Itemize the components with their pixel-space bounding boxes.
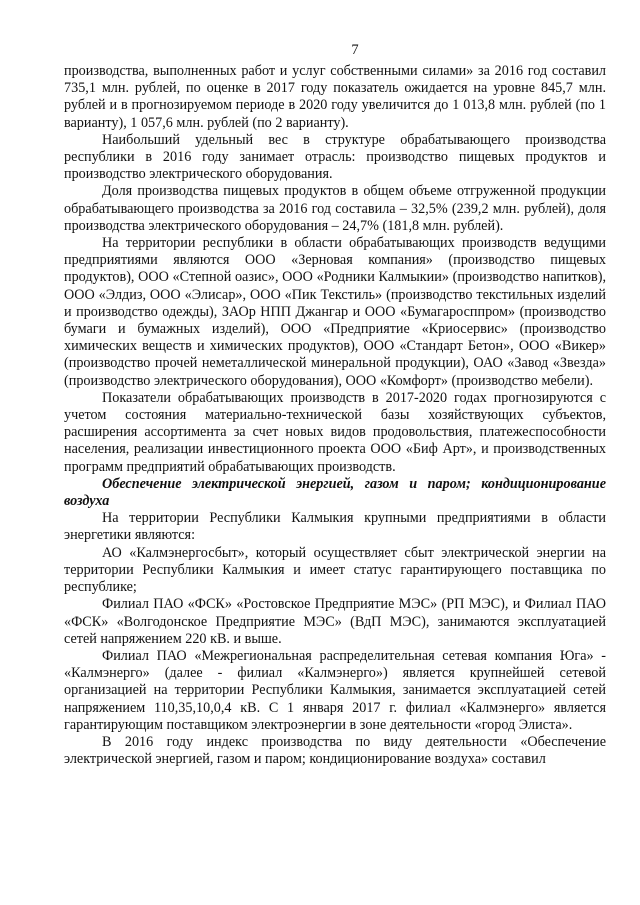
paragraph-largest-share: Наибольший удельный вес в структуре обрабатывающего производства республики в 2016 году занимает отрасль: производство пищевых продуктов и производство электрического оборудования. (64, 131, 606, 183)
paragraph-energy-index: В 2016 году индекс производства по виду деятельности «Обеспечение электрической энергией, газом и паром; кондиционирование воздуха» составил (64, 733, 606, 768)
paragraph-fsk-branches: Филиал ПАО «ФСК» «Ростовское Предприятие МЭС» (РП МЭС), и Филиал ПАО «ФСК» «Волгодонское Предприятие МЭС» (ВдП МЭС), занимаются эксплуатацией сетей напряжением 220 кВ. и выше. (64, 596, 606, 647)
section-heading-energy: Обеспечение электрической энергией, газом и паром; кондиционирование воздуха (64, 475, 606, 510)
paragraph-kalmenergosbyt: АО «Калмэнергосбыт», который осуществляет сбыт электрической энергии на территории Республики Калмыкия и имеет статус гарантирующего поставщика по республике; (64, 544, 606, 596)
body-text (64, 63, 606, 768)
paragraph-forecast-indicators: Показатели обрабатывающих производств в 2017-2020 годах прогнозируются с учетом состояния материально-технической базы хозяйствующих субъектов, расширения ассортимента за счет новых видов продовольствия, платежеспособности населения, реализации инвестиционного проекта ООО «Биф Арт», и производственных программ предприятий обрабатывающих производств. (64, 389, 606, 475)
page-number: 7 (351, 42, 359, 58)
paragraph-manufacturing-volume: производства, выполненных работ и услуг собственными силами» за 2016 год составил 735,1 млн. рублей, по оценке в 2017 году показатель ожидается на уровне 845,7 млн. рублей и в прогнозируемом периоде в 2020 году увеличится до 1 013,8 млн. рублей (по 1 варианту), 1 057,6 млн. рублей (по 2 варианту). (64, 63, 606, 131)
paragraph-energy-enterprises: На территории Республики Калмыкия крупными предприятиями в области энергетики являются: (64, 510, 606, 544)
paragraph-kalmenergo: Филиал ПАО «Межрегиональная распределительная сетевая компания Юга» - «Калмэнерго» (далее - филиал «Калмэнерго») является крупнейшей сетевой организацией на территории Республики Калмыкия, занимается эксплуатацией сетей напряжением 110,35,10,0,4 кВ. С 1 января 2017 г. филиал «Калмэнерго» является гарантирующим поставщиком электроэнергии в зоне деятельности «город Элиста». (64, 647, 606, 733)
paragraph-food-share: Доля производства пищевых продуктов в общем объеме отгруженной продукции обрабатывающего производства за 2016 год составила – 32,5% (239,2 млн. рублей), доля производства электрического оборудования – 24,7% (181,8 млн. рублей). (64, 183, 606, 234)
paragraph-leading-enterprises: На территории республики в области обрабатывающих производств ведущими предприятиями являются ООО «Зерновая компания» (производство пищевых продуктов), ООО «Степной оазис», ООО «Родники Калмыкии» (производство напитков), ООО «Элдиз, ООО «Элисар», ООО «Пик Текстиль» (производство текстильных изделий и производство одежды), ЗАОр НПП Джангар и ООО «Бумагаросппром» (производство бумаги и бумажных изделий), ООО «Предприятие «Криосервис» (производство химических веществ и химических продуктов), ООО «Стандарт Бетон», ООО «Викер» (производство прочей неметаллической минеральной продукции), ОАО «Завод «Звезда» (производство электрического оборудования), ООО «Комфорт» (производство мебели). (64, 235, 606, 389)
